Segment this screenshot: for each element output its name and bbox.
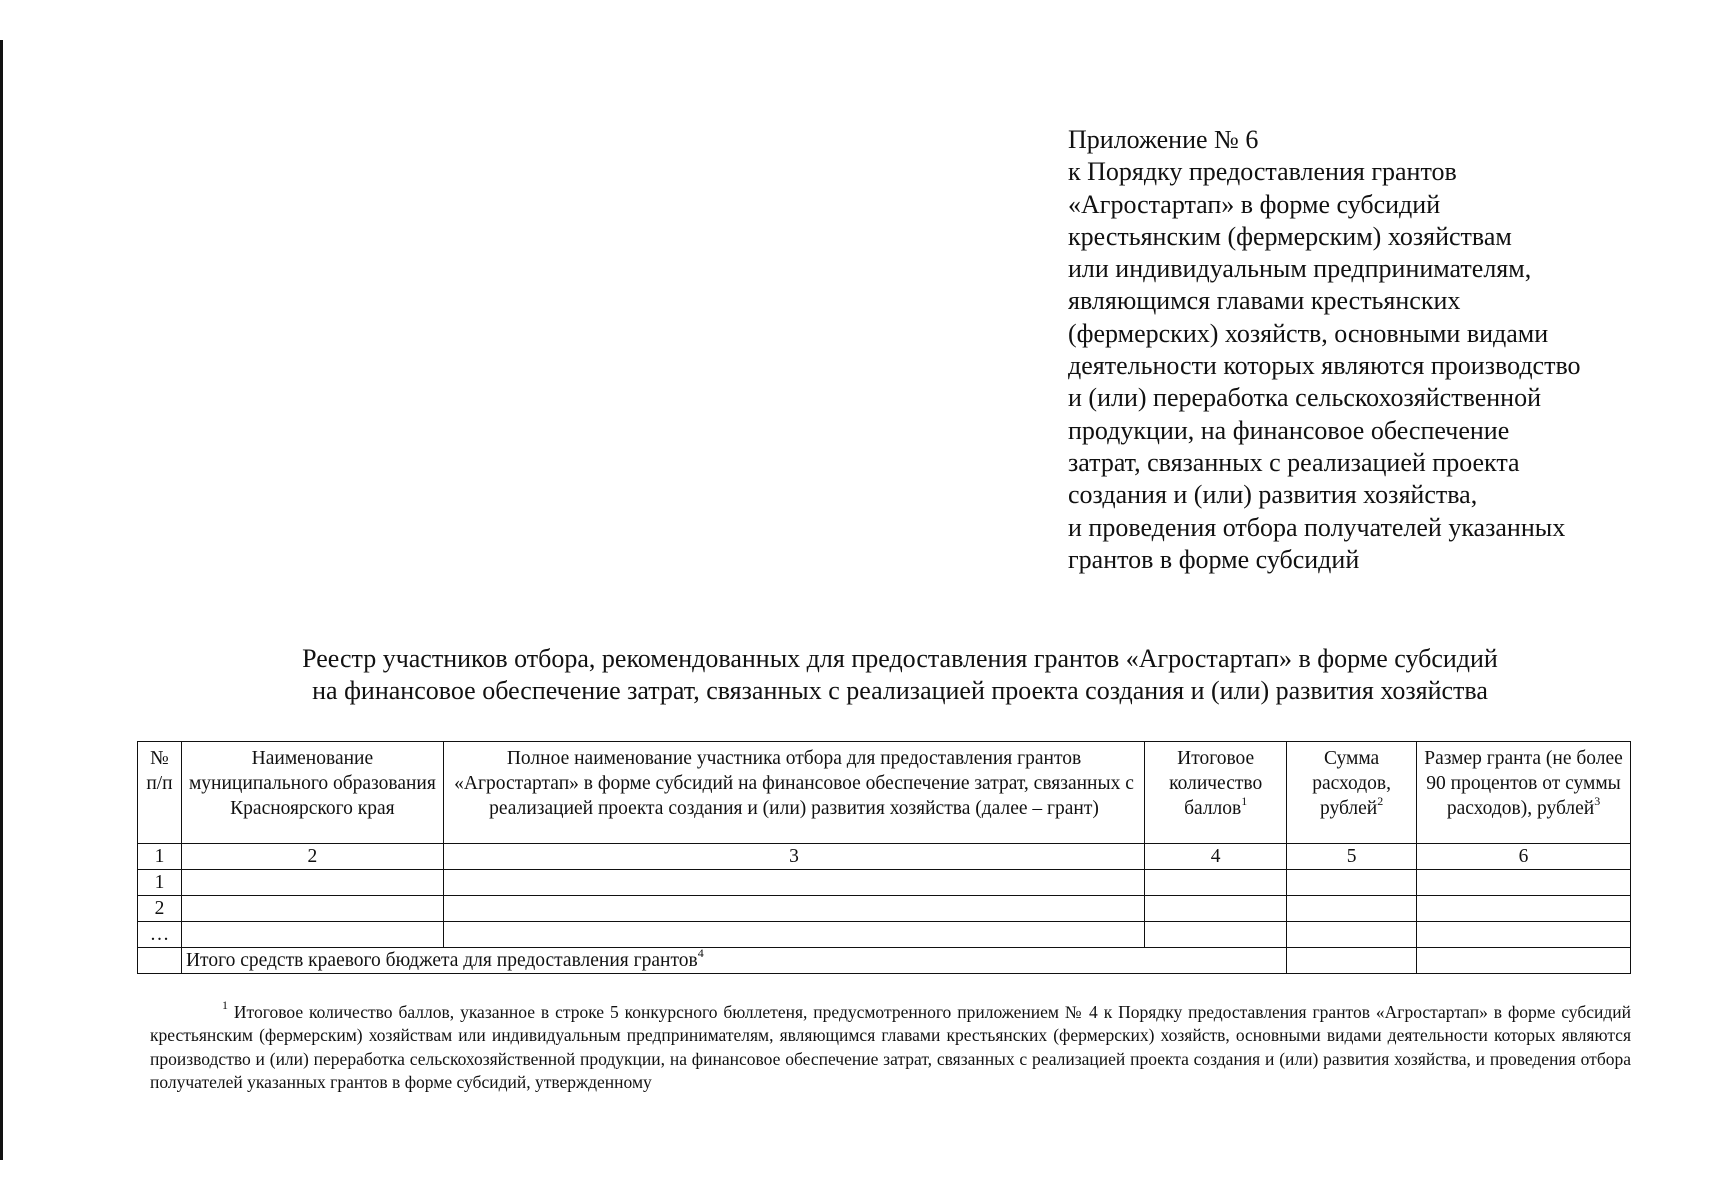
registry-title-line-2: на финансовое обеспечение затрат, связанных с реализацией проекта создания и (или) развития хозяйства bbox=[312, 676, 1488, 705]
scan-page-edge bbox=[0, 40, 3, 1160]
appendix-line: или индивидуальным предпринимателям, bbox=[1068, 254, 1532, 284]
table-row bbox=[138, 922, 1631, 948]
empty-cell bbox=[1417, 922, 1631, 948]
total-label: Итого средств краевого бюджета для предоставления грантов$^4$ bbox=[181, 948, 1286, 974]
appendix-line: Приложение № 6 bbox=[1068, 125, 1259, 154]
appendix-line: и проведения отбора получателей указанных bbox=[1068, 512, 1566, 542]
registry-table bbox=[137, 741, 1631, 974]
header-score: Итоговое количество баллов$^1$ bbox=[1145, 742, 1287, 844]
column-number: 2 bbox=[181, 844, 443, 870]
column-number: 5 bbox=[1287, 844, 1417, 870]
empty-cell bbox=[1287, 870, 1417, 896]
appendix-heading bbox=[1068, 124, 1688, 576]
table-header-row bbox=[138, 742, 1631, 844]
appendix-line: и (или) переработка сельскохозяйственной bbox=[1068, 383, 1541, 413]
row-label: 2 bbox=[138, 896, 182, 922]
empty-cell bbox=[1417, 896, 1631, 922]
empty-cell bbox=[1145, 922, 1287, 948]
header-municipality: Наименование муниципального образования Красноярского края bbox=[181, 742, 443, 844]
registry-title-line-1: Реестр участников отбора, рекомендованных для предоставления грантов «Агростартап» в форме субсидий bbox=[302, 644, 1498, 673]
empty-cell bbox=[1287, 896, 1417, 922]
appendix-line: продукции, на финансовое обеспечение bbox=[1068, 415, 1510, 445]
header-grant-size: Размер гранта (не более 90 процентов от суммы расходов), рублей$^3$ bbox=[1417, 742, 1631, 844]
appendix-line: создания и (или) развития хозяйства, bbox=[1068, 480, 1478, 510]
appendix-line: к Порядку предоставления грантов bbox=[1068, 157, 1457, 187]
empty-cell bbox=[181, 896, 443, 922]
table-row bbox=[138, 896, 1631, 922]
footnote-marker: 1 bbox=[222, 998, 228, 1013]
column-number: 3 bbox=[443, 844, 1144, 870]
appendix-line: крестьянским (фермерским) хозяйствам bbox=[1068, 221, 1512, 251]
appendix-line: затрат, связанных с реализацией проекта bbox=[1068, 447, 1520, 477]
column-number-row bbox=[138, 844, 1631, 870]
empty-cell bbox=[1287, 948, 1417, 974]
appendix-line: (фермерских) хозяйств, основными видами bbox=[1068, 318, 1549, 348]
registry-title bbox=[130, 643, 1670, 707]
empty-cell bbox=[181, 870, 443, 896]
header-expenses: Сумма расходов, рублей$^2$ bbox=[1287, 742, 1417, 844]
appendix-line: являющимся главами крестьянских bbox=[1068, 286, 1461, 316]
column-number: 1 bbox=[138, 844, 182, 870]
row-label: 1 bbox=[138, 870, 182, 896]
total-row bbox=[138, 948, 1631, 974]
appendix-line: «Агростартап» в форме субсидий bbox=[1068, 189, 1441, 219]
column-number: 6 bbox=[1417, 844, 1631, 870]
appendix-line: грантов в форме субсидий bbox=[1068, 544, 1360, 574]
empty-cell bbox=[443, 896, 1144, 922]
footnote-text: Итоговое количество баллов, указанное в строке 5 конкурсного бюллетеня, предусмотренного приложением № 4 к Порядку предоставления грантов «Агростартап» в форме субсидий крестьянским (фермерским) хозяйствам или индивидуальным предпринимателям, являющимся главами крестьянских (фермерских) хозяйств, основными видами деятельности которых являются производство и (или) переработка сельскохозяйственной продукции, на финансовое обеспечение затрат, связанных с реализацией проекта создания и (или) развития хозяйства, и проведения отбора получателей указанных грантов в форме субсидий, утвержденному bbox=[150, 1002, 1631, 1092]
appendix-line: деятельности которых являются производство bbox=[1068, 351, 1581, 381]
empty-cell bbox=[443, 922, 1144, 948]
column-number: 4 bbox=[1145, 844, 1287, 870]
empty-cell bbox=[1417, 870, 1631, 896]
empty-cell bbox=[138, 948, 182, 974]
empty-cell bbox=[1287, 922, 1417, 948]
empty-cell bbox=[1145, 870, 1287, 896]
empty-cell bbox=[1417, 948, 1631, 974]
table-row bbox=[138, 870, 1631, 896]
header-number: № п/п bbox=[138, 742, 182, 844]
header-participant: Полное наименование участника отбора для предоставления грантов «Агростартап» в форме субсидий на финансовое обеспечение затрат, связанных с реализацией проекта создания и (или) развития хозяйства (далее – грант) bbox=[443, 742, 1144, 844]
empty-cell bbox=[181, 922, 443, 948]
empty-cell bbox=[1145, 896, 1287, 922]
footnote bbox=[150, 998, 1631, 1094]
empty-cell bbox=[443, 870, 1144, 896]
row-label: … bbox=[138, 922, 182, 948]
